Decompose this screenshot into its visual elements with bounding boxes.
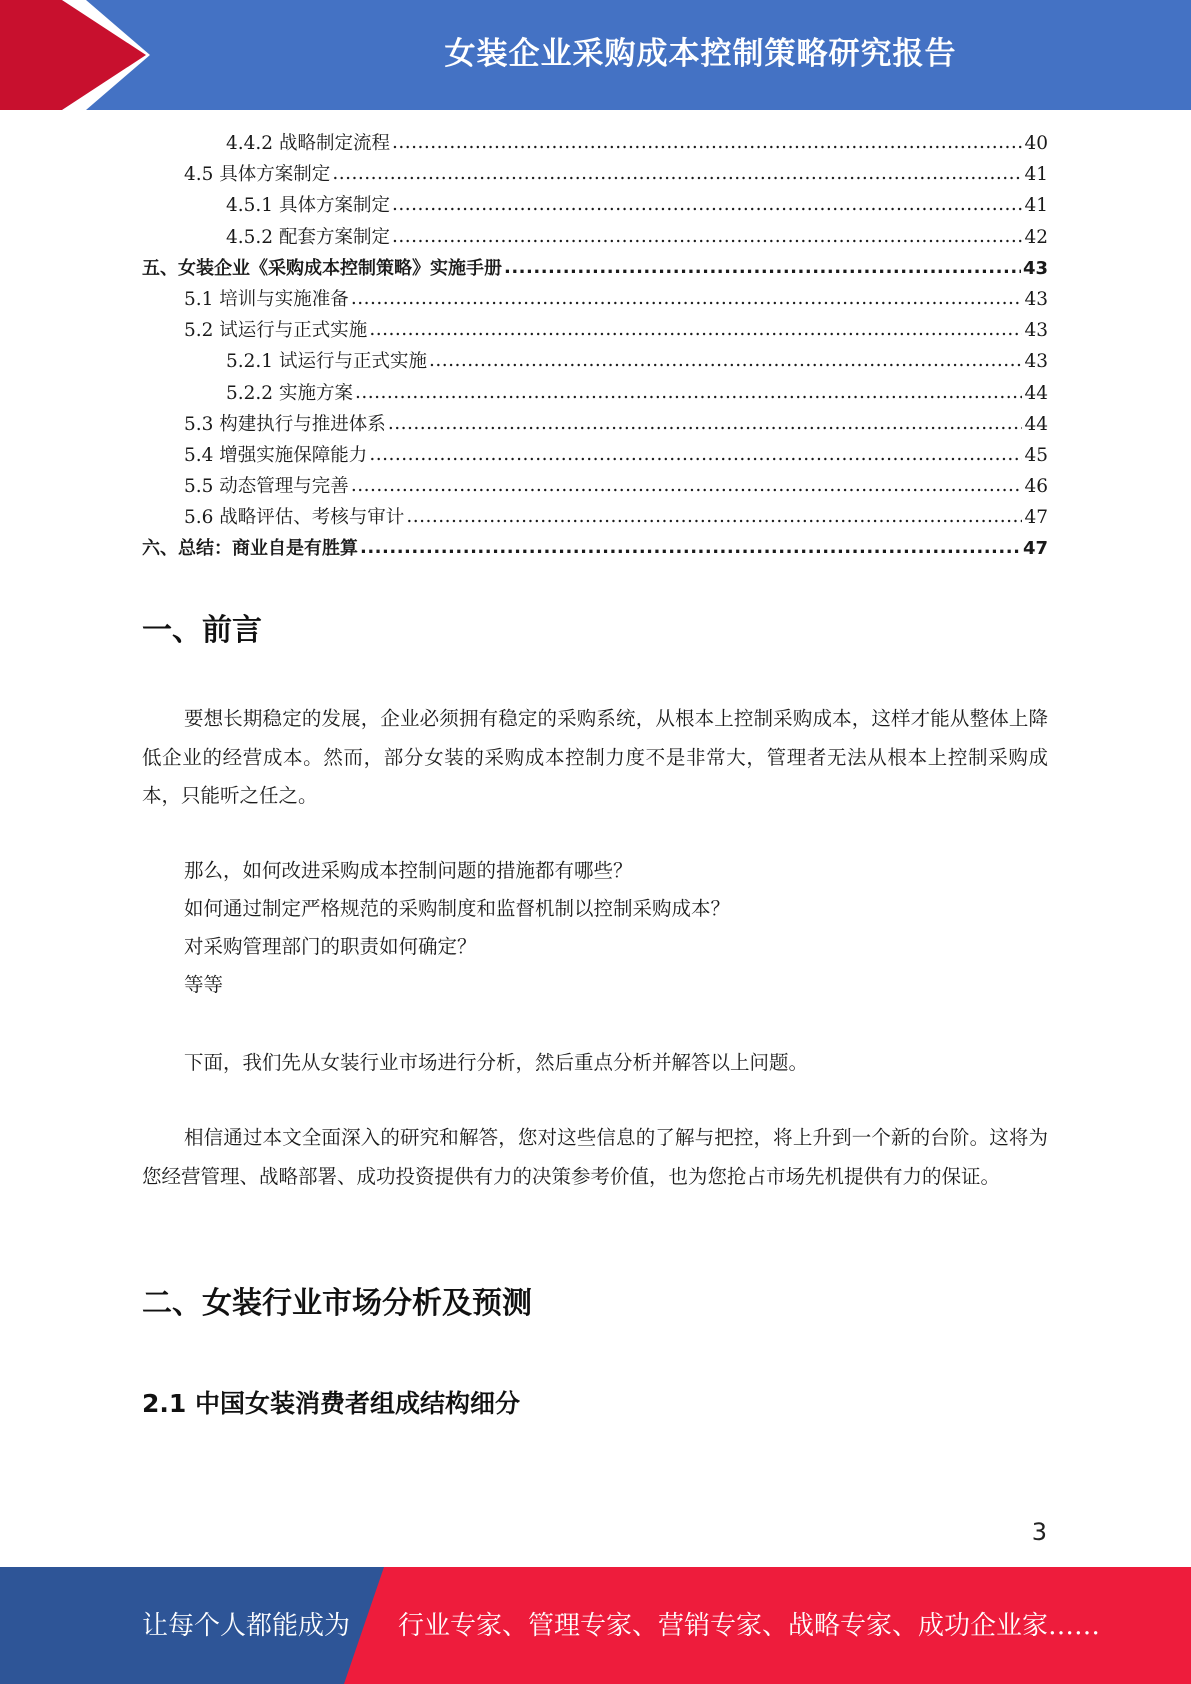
question-list bbox=[184, 852, 1054, 1004]
toc-leader-dots bbox=[369, 314, 1022, 345]
question-item: 那么，如何改进采购成本控制问题的措施都有哪些？ bbox=[184, 859, 633, 882]
toc-entry[interactable] bbox=[142, 128, 1048, 159]
toc-entry-page: 46 bbox=[1024, 476, 1048, 498]
toc-entry[interactable] bbox=[142, 471, 1048, 502]
toc-entry-label: 5.2.2 实施方案 bbox=[226, 382, 353, 404]
page-header bbox=[0, 0, 1191, 110]
toc-entry[interactable] bbox=[142, 378, 1048, 409]
page-footer bbox=[0, 1567, 1191, 1684]
toc-entry[interactable] bbox=[142, 440, 1048, 471]
toc-entry[interactable] bbox=[142, 159, 1048, 190]
toc-leader-dots bbox=[504, 252, 1021, 283]
preface-paragraph-1: 要想长期稳定的发展，企业必须拥有稳定的采购系统，从根本上控制采购成本，这样才能从整体上降低企业的经营成本。然而，部分女装的采购成本控制力度不是非常大，管理者无法从根本上控制采购成本，只能听之任之。 bbox=[142, 707, 1048, 807]
toc-entry-label: 5.3 构建执行与推进体系 bbox=[184, 413, 386, 435]
report-title: 女装企业采购成本控制策略研究报告 bbox=[444, 36, 957, 72]
toc-entry-page: 44 bbox=[1024, 413, 1048, 435]
toc-entry-page: 41 bbox=[1024, 195, 1048, 217]
toc-entry-label: 五、女装企业《采购成本控制策略》实施手册 bbox=[142, 257, 502, 279]
toc-entry-page: 43 bbox=[1024, 320, 1048, 342]
toc-entry-label: 5.2.1 试运行与正式实施 bbox=[226, 351, 427, 373]
toc-leader-dots bbox=[351, 470, 1023, 501]
toc-entry[interactable] bbox=[142, 409, 1048, 440]
toc-entry-label: 5.5 动态管理与完善 bbox=[184, 476, 349, 498]
toc-entry[interactable] bbox=[142, 533, 1048, 564]
subsection-heading-consumer-structure: 2.1 中国女装消费者组成结构细分 bbox=[142, 1389, 520, 1418]
question-item: 等等 bbox=[184, 973, 224, 996]
page-number: 3 bbox=[1031, 1518, 1047, 1546]
toc-entry[interactable] bbox=[142, 222, 1048, 253]
toc-leader-dots bbox=[355, 377, 1023, 408]
question-item: 对采购管理部门的职责如何确定？ bbox=[184, 935, 477, 958]
toc-entry-label: 4.5.1 具体方案制定 bbox=[226, 195, 390, 217]
toc-leader-dots bbox=[388, 408, 1023, 439]
toc-entry[interactable] bbox=[142, 315, 1048, 346]
toc-leader-dots bbox=[429, 345, 1022, 376]
toc-leader-dots bbox=[360, 532, 1021, 563]
toc-entry-label: 5.1 培训与实施准备 bbox=[184, 288, 349, 310]
section-heading-preface: 一、前言 bbox=[142, 613, 262, 648]
toc-leader-dots bbox=[392, 127, 1022, 158]
toc-entry-page: 42 bbox=[1024, 226, 1048, 248]
preface-paragraph-2: 下面，我们先从女装行业市场进行分析，然后重点分析并解答以上问题。 bbox=[184, 1051, 809, 1074]
toc-leader-dots bbox=[392, 221, 1022, 252]
footer-slogan-roles: 行业专家、管理专家、营销专家、战略专家、成功企业家…… bbox=[398, 1611, 1101, 1641]
toc-leader-dots bbox=[351, 283, 1023, 314]
toc-entry-label: 5.2 试运行与正式实施 bbox=[184, 320, 368, 342]
toc-entry-page: 47 bbox=[1024, 507, 1048, 529]
toc-entry-page: 43 bbox=[1024, 351, 1048, 373]
toc-entry[interactable] bbox=[142, 346, 1048, 377]
toc-entry-page: 45 bbox=[1024, 444, 1048, 466]
preface-paragraph-3: 相信通过本文全面深入的研究和解答，您对这些信息的了解与把控，将上升到一个新的台阶。这将为您经营管理、战略部署、成功投资提供有力的决策参考价值，也为您抢占市场先机提供有力的保证。 bbox=[142, 1126, 1048, 1188]
toc-entry-page: 43 bbox=[1024, 288, 1048, 310]
toc-entry-label: 4.5.2 配套方案制定 bbox=[226, 226, 390, 248]
toc-entry[interactable] bbox=[142, 284, 1048, 315]
toc-entry-page: 43 bbox=[1022, 257, 1048, 279]
toc-entry-label: 六、总结：商业自是有胜算 bbox=[142, 538, 358, 560]
toc-entry-label: 5.4 增强实施保障能力 bbox=[184, 444, 368, 466]
toc-entry-page: 44 bbox=[1024, 382, 1048, 404]
toc-leader-dots bbox=[369, 439, 1022, 470]
question-item: 如何通过制定严格规范的采购制度和监督机制以控制采购成本？ bbox=[184, 897, 731, 920]
footer-slogan-lead: 让每个人都能成为 bbox=[142, 1611, 351, 1641]
toc-leader-dots bbox=[332, 158, 1022, 189]
toc-leader-dots bbox=[392, 189, 1022, 220]
toc-entry[interactable] bbox=[142, 253, 1048, 284]
toc-entry-page: 40 bbox=[1024, 133, 1048, 154]
toc-entry[interactable] bbox=[142, 502, 1048, 533]
toc-entry-label: 5.6 战略评估、考核与审计 bbox=[184, 507, 405, 529]
toc-leader-dots bbox=[406, 501, 1022, 532]
toc-entry-page: 41 bbox=[1024, 164, 1048, 186]
toc-entry[interactable] bbox=[142, 190, 1048, 221]
table-of-contents bbox=[142, 128, 1048, 565]
toc-entry-label: 4.5 具体方案制定 bbox=[184, 164, 331, 186]
toc-entry-page: 47 bbox=[1022, 538, 1048, 560]
toc-entry-label: 4.4.2 战略制定流程 bbox=[226, 133, 390, 154]
section-heading-market-analysis: 二、女装行业市场分析及预测 bbox=[142, 1286, 532, 1321]
